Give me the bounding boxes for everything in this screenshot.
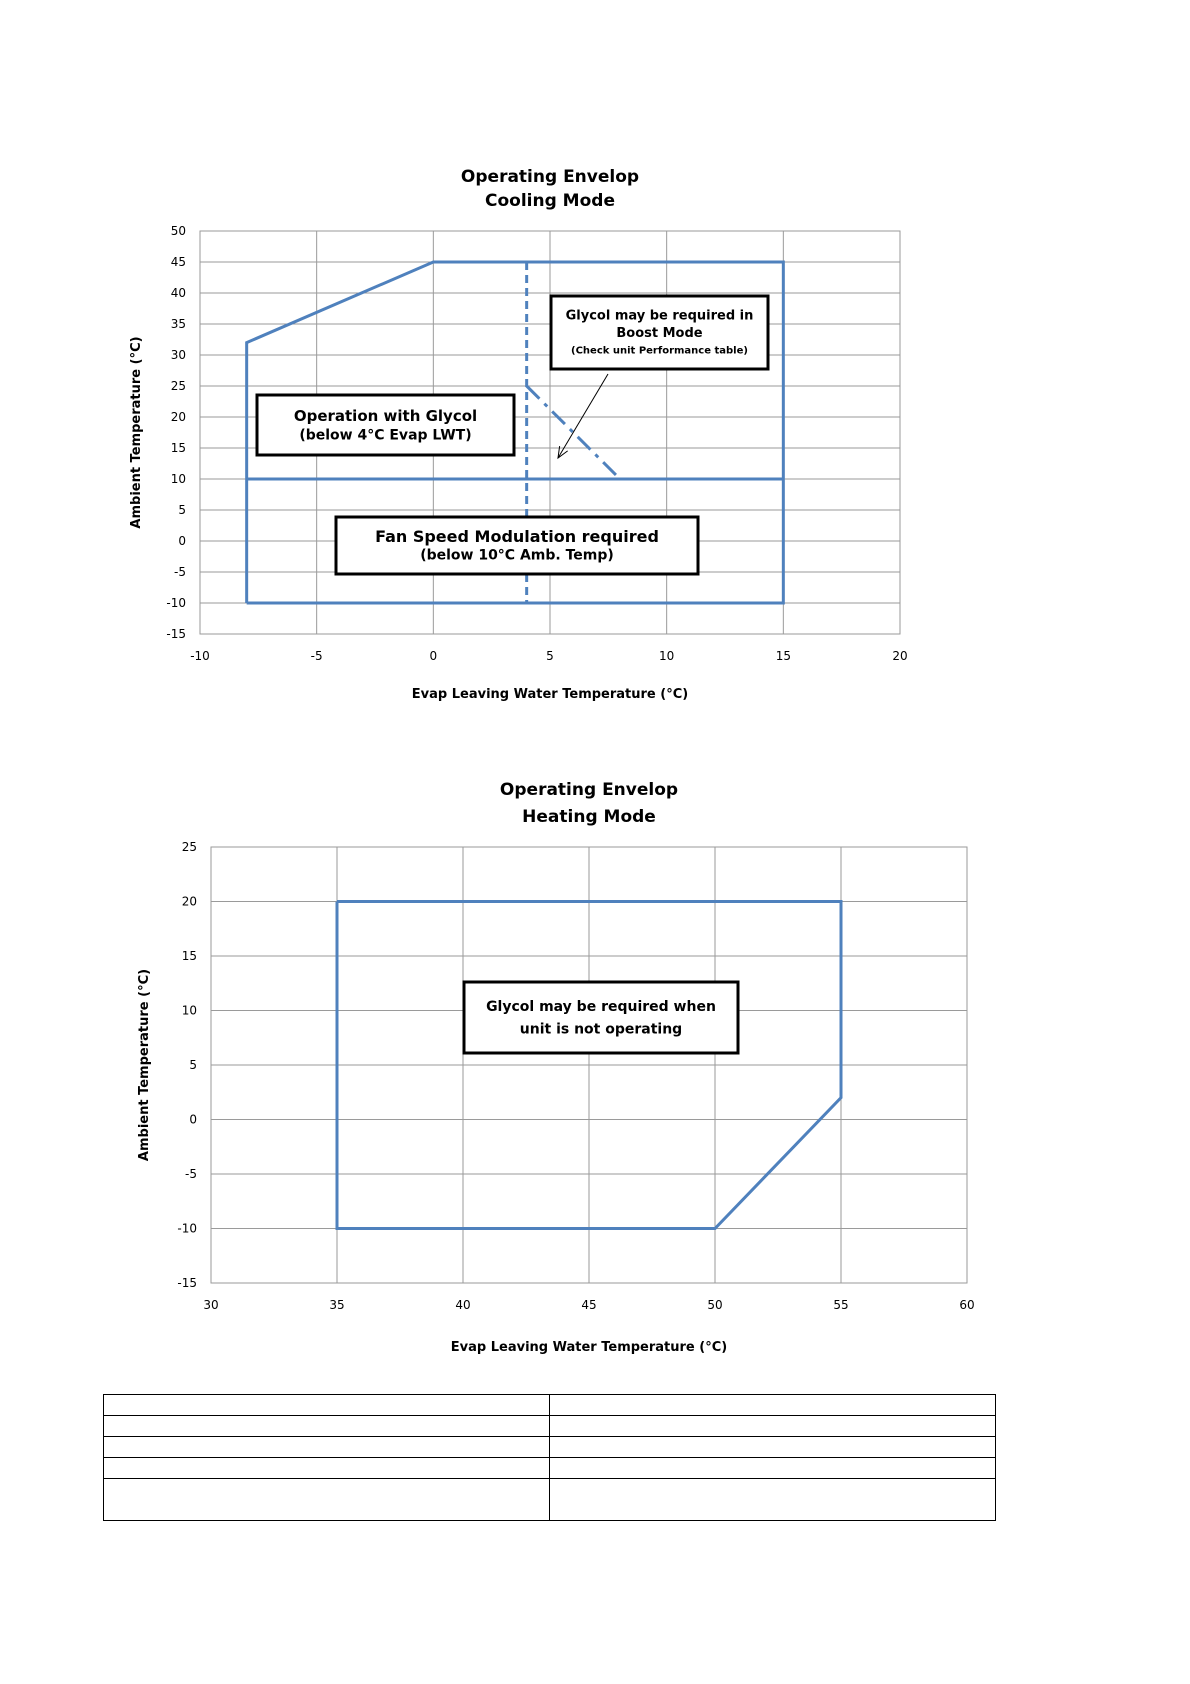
table-row	[104, 1479, 996, 1521]
chart-subtitle: Cooling Mode	[485, 191, 615, 211]
chart-svg	[0, 160, 1190, 720]
annotation-border	[464, 982, 738, 1053]
annotation-border	[257, 395, 514, 455]
table-cell	[104, 1416, 550, 1437]
x-tick-label: 45	[581, 1298, 597, 1312]
annotation-text: Glycol may be required when	[486, 999, 716, 1016]
annotation-box	[464, 982, 738, 1053]
table-row	[104, 1458, 996, 1479]
x-tick-label: 5	[546, 649, 554, 663]
y-tick-label: 30	[170, 348, 186, 362]
y-tick-label: 40	[170, 286, 186, 300]
chart-title: Operating Envelop	[460, 167, 640, 187]
y-tick-label: 20	[170, 410, 186, 424]
x-tick-label: 35	[329, 1298, 345, 1312]
table-row	[104, 1437, 996, 1458]
table-row	[104, 1416, 996, 1437]
y-tick-label: 5	[189, 1058, 197, 1072]
y-tick-label: -10	[166, 596, 186, 610]
x-tick-label: 0	[429, 649, 438, 663]
y-axis-label: Ambient Temperature (°C)	[137, 968, 152, 1162]
x-tick-label: -5	[310, 649, 323, 663]
y-tick-label: 25	[181, 840, 197, 854]
annotation-text: (Check unit Performance table)	[571, 345, 748, 357]
chart-svg	[0, 770, 1190, 1370]
y-tick-label: 5	[178, 503, 186, 517]
table-cell	[104, 1458, 550, 1479]
annotation-box	[551, 296, 768, 369]
x-tick-label: 50	[707, 1298, 723, 1312]
heating-mode-chart	[0, 770, 1190, 1370]
x-tick-label: 40	[455, 1298, 471, 1312]
y-tick-label: 15	[181, 949, 197, 963]
y-tick-label: 25	[170, 379, 186, 393]
x-axis-label: Evap Leaving Water Temperature (°C)	[450, 1340, 728, 1355]
y-tick-label: 0	[189, 1112, 197, 1127]
table-cell	[104, 1437, 550, 1458]
y-tick-label: -5	[185, 1167, 197, 1181]
y-tick-label: 20	[181, 894, 197, 909]
annotation-text: (below 10°C Amb. Temp)	[420, 547, 614, 564]
y-tick-label: -15	[166, 627, 186, 641]
x-tick-label: 30	[203, 1298, 219, 1312]
y-axis-label: Ambient Temperature (°C)	[129, 336, 144, 529]
x-tick-label: 10	[659, 649, 675, 663]
chart-subtitle: Heating Mode	[522, 807, 656, 827]
annotation-text: Glycol may be required in	[565, 308, 754, 324]
y-tick-label: 10	[181, 1003, 197, 1018]
table-cell	[550, 1437, 996, 1458]
y-tick-label: -10	[177, 1221, 197, 1236]
y-tick-label: 50	[170, 224, 186, 238]
table-row	[104, 1395, 996, 1416]
annotation-text: Fan Speed Modulation required	[375, 527, 659, 547]
y-tick-label: -5	[174, 565, 186, 579]
annotation-text: (below 4°C Evap LWT)	[299, 427, 472, 444]
empty-table	[103, 1394, 996, 1521]
cooling-mode-chart	[0, 160, 1190, 720]
annotation-box	[257, 395, 514, 455]
x-tick-label: 20	[892, 649, 908, 663]
y-tick-label: -15	[177, 1276, 197, 1290]
table-cell	[104, 1479, 550, 1521]
y-tick-label: 45	[170, 255, 186, 269]
y-tick-label: 10	[170, 472, 186, 486]
annotation-text: unit is not operating	[519, 1021, 683, 1038]
x-tick-label: -10	[190, 649, 210, 663]
annotation-text: Boost Mode	[616, 326, 703, 342]
table-cell	[550, 1479, 996, 1521]
table-cell	[550, 1458, 996, 1479]
annotation-text: Operation with Glycol	[293, 406, 478, 425]
y-tick-label: 15	[170, 441, 186, 455]
y-tick-label: 35	[170, 317, 186, 331]
table-cell	[104, 1395, 550, 1416]
x-tick-label: 55	[833, 1298, 849, 1312]
y-tick-label: 0	[178, 534, 186, 548]
x-tick-label: 60	[959, 1298, 975, 1312]
table-cell	[550, 1395, 996, 1416]
table-cell	[550, 1416, 996, 1437]
annotation-box	[336, 517, 698, 574]
x-axis-label: Evap Leaving Water Temperature (°C)	[411, 687, 689, 702]
chart-title: Operating Envelop	[499, 780, 679, 800]
x-tick-label: 15	[775, 649, 791, 663]
